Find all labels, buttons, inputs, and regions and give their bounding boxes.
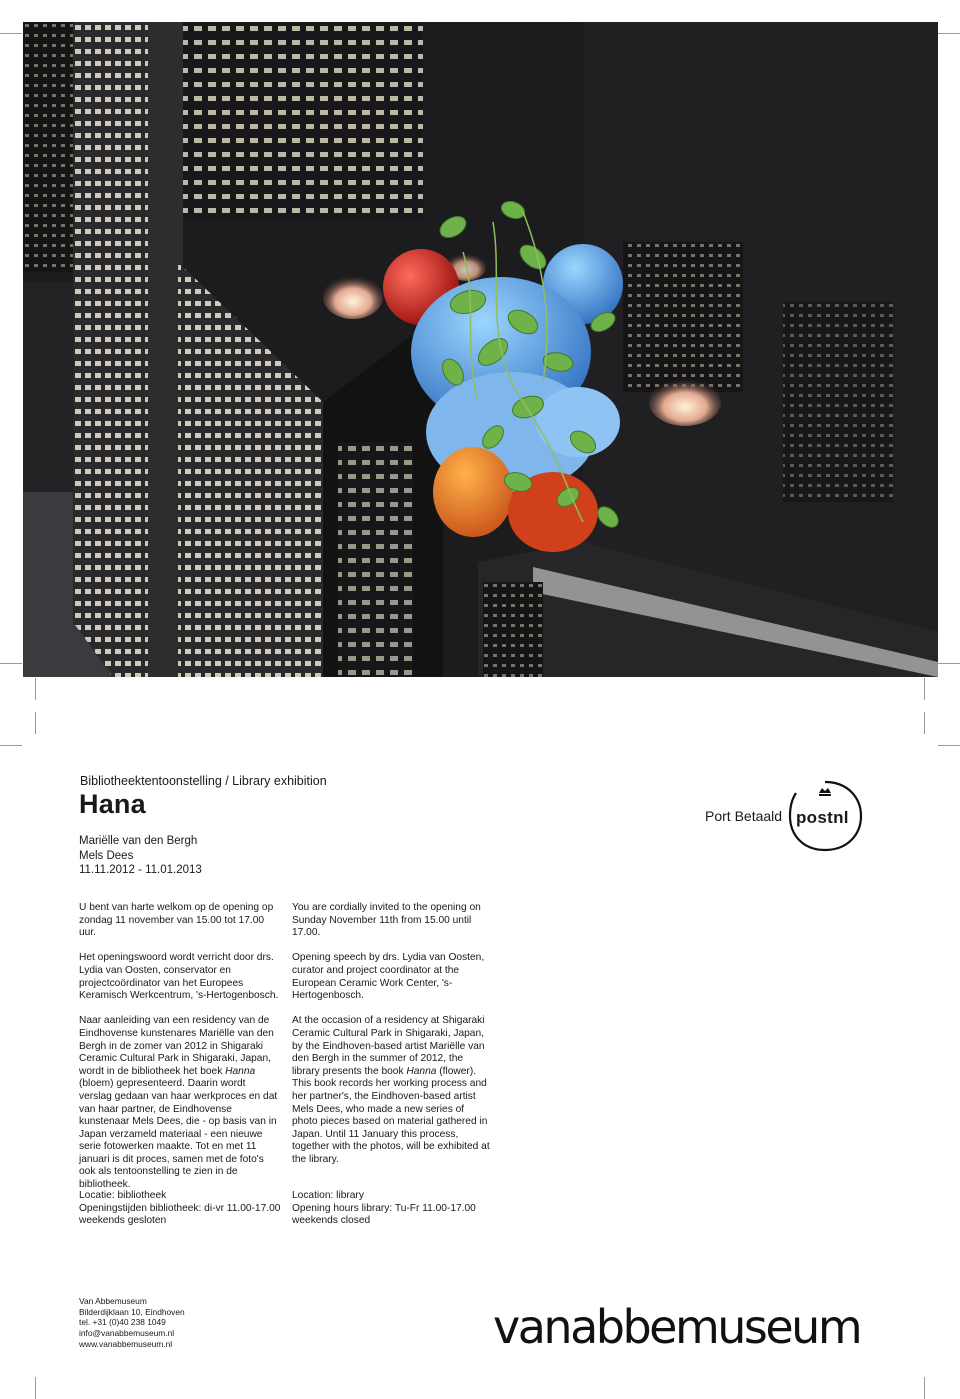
crop-mark [35, 678, 36, 700]
location-text: Locatie: bibliotheek [79, 1190, 167, 1201]
visit-info [292, 1190, 492, 1228]
artist-name: Mels Dees [79, 849, 134, 862]
address-line: Bilderdijklaan 10, Eindhoven [79, 1306, 185, 1317]
exhibition-meta [79, 834, 202, 878]
exhibition-photo [23, 22, 938, 677]
speech-paragraph: Het openingswoord wordt verricht door drs. Lydia van Oosten, conservator en projectcoördinator van het Europees Keramisch Werkcentrum, 's-Hertogenbosch. [79, 952, 279, 1002]
crop-mark [35, 712, 36, 734]
invitation-paragraph: You are cordially invited to the opening on Sunday November 11th from 15.00 until 17.00. [292, 902, 481, 939]
location-text: Location: library [292, 1190, 364, 1201]
crop-mark [924, 712, 925, 734]
address-line: info@vanabbemuseum.nl [79, 1328, 175, 1339]
crown-icon [819, 788, 831, 793]
crop-mark [938, 663, 960, 664]
address-line: www.vanabbemuseum.nl [79, 1338, 173, 1349]
speech-paragraph: Opening speech by drs. Lydia van Oosten, curator and project coordinator at the European Ceramic Work Center, 's-Hertogenbosch. [292, 952, 485, 1002]
closed-text: weekends gesloten [79, 1215, 167, 1227]
invitation-paragraph: U bent van harte welkom op de opening op zondag 11 november van 15.00 tot 17.00 uur. [79, 902, 274, 939]
english-column [292, 902, 492, 1227]
address-line: Van Abbemuseum [79, 1296, 147, 1306]
vanabbemuseum-logo: vanabbemuseum [493, 1300, 861, 1354]
crop-mark [0, 663, 22, 664]
exhibition-dates: 11.11.2012 - 11.01.2013 [79, 864, 202, 876]
hours-text: Openingstijden bibliotheek: di-vr 11.00-17.00 [79, 1202, 281, 1214]
description-paragraph: Naar aanleiding van een residency van de Eindhovense kunstenares Mariëlle van den Bergh in de zomer van 2012 in Shigaraki Ceramic Cultural Park in Shigaraki, Japan, wordt in de bibliotheek het boek Hanna (bloem) gepresenteerd. Daarin wordt verslag gedaan van haar werkproces en dat van haar partner, de Eindhovense kunstenaar Mels Dees, die - op basis van in Japan verzameld materiaal - een nieuwe serie fotowerken maakte. Tot en met 11 januari is dit proces, samen met de foto's ook als tentoonstelling te zien in de bibliotheek. [79, 1015, 278, 1191]
closed-text: weekends closed [292, 1215, 371, 1227]
dutch-column [79, 902, 281, 1227]
crop-mark [0, 745, 22, 746]
description-paragraph: At the occasion of a residency at Shigaraki Ceramic Cultural Park in Shigaraki, Japan, by the Eindhoven-based artist Mariëlle van den Bergh in the summer of 2012, the library presents the book Hanna (flower). This book records her working process and her partner's, the Eindhoven-based artist Mels Dees, who made a new series of photo pieces based on material gathered in Japan. Until 11 January this process, together with the photos, will be exhibited at the library. [292, 1015, 490, 1165]
address-line: tel. +31 (0)40 238 1049 [79, 1317, 166, 1328]
postnl-wordmark: postnl [796, 808, 849, 827]
crop-mark [938, 33, 960, 34]
postage-label: Port Betaald [705, 808, 783, 824]
crop-mark [924, 678, 925, 700]
museum-address [79, 1296, 185, 1350]
exhibition-title: Hana [79, 789, 146, 819]
crop-mark [35, 1377, 36, 1399]
crop-mark [938, 745, 960, 746]
crop-mark [924, 1377, 925, 1399]
visit-info [79, 1190, 281, 1228]
exhibition-kicker: Bibliotheektentoonstelling / Library exhibition [80, 774, 327, 788]
artist-name: Mariëlle van den Bergh [79, 835, 198, 847]
crop-mark [0, 33, 22, 34]
hours-text: Opening hours library: Tu-Fr 11.00-17.00 [292, 1202, 476, 1214]
